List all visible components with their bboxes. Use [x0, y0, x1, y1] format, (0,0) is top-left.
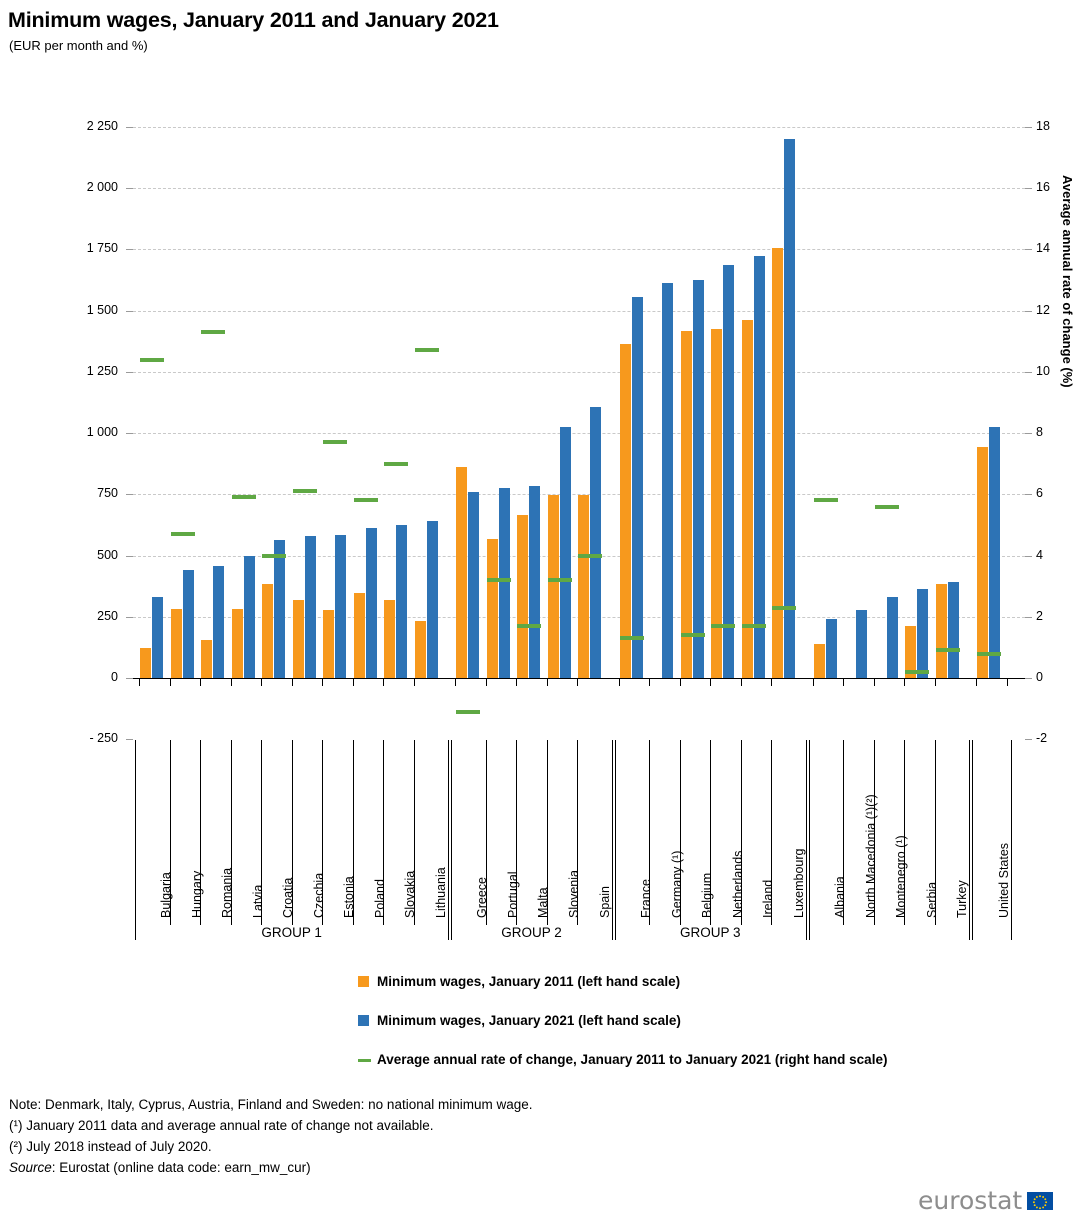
bar-2021 — [948, 582, 959, 678]
group-separator — [615, 740, 616, 940]
bar-2011 — [384, 600, 395, 678]
rate-marker — [578, 554, 602, 558]
x-axis-tickmark — [976, 678, 977, 686]
category-label: Lithuania — [433, 867, 448, 918]
x-axis-tickmark — [292, 678, 293, 686]
left-axis-tickmark — [126, 617, 133, 618]
group-label: GROUP 3 — [680, 925, 741, 940]
bar-group — [771, 127, 802, 678]
category-label: Netherlands — [730, 850, 745, 918]
bar-2011 — [323, 610, 334, 678]
right-axis-tickmark — [1025, 494, 1032, 495]
rate-marker — [711, 624, 735, 628]
right-axis-tickmark — [1025, 617, 1032, 618]
bar-2021 — [427, 521, 438, 678]
bar-2021 — [152, 597, 163, 678]
bar-2011 — [977, 447, 988, 678]
rate-marker — [487, 578, 511, 582]
bar-group — [710, 127, 741, 678]
x-axis-tickmark — [874, 678, 875, 686]
category-divider — [261, 740, 262, 925]
category-label: France — [639, 879, 654, 918]
rate-marker — [875, 505, 899, 509]
bar-2011 — [262, 584, 273, 678]
bar-group — [904, 127, 935, 678]
group-separator — [135, 740, 136, 940]
category-label: Bulgaria — [159, 872, 174, 918]
left-axis-tick-label: 1 750 — [86, 241, 118, 256]
right-axis-title: Average annual rate of change (%) — [1060, 175, 1075, 388]
x-axis-tickmark — [649, 678, 650, 686]
bar-2011 — [772, 248, 783, 679]
category-divider — [741, 740, 742, 925]
bar-2021 — [693, 280, 704, 678]
category-label: Ireland — [761, 879, 776, 918]
category-divider — [383, 740, 384, 925]
rate-marker — [384, 462, 408, 466]
category-label: Poland — [372, 879, 387, 918]
bar-2011 — [681, 331, 692, 678]
bar-2021 — [590, 407, 601, 678]
legend-swatch-orange — [358, 976, 369, 987]
bar-group — [292, 127, 323, 678]
category-label: United States — [996, 842, 1011, 918]
category-label: Latvia — [250, 884, 265, 918]
category-label: Romania — [220, 867, 235, 918]
category-divider — [200, 740, 201, 925]
right-axis-tickmark — [1025, 433, 1032, 434]
x-axis-tickmark — [741, 678, 742, 686]
group-separator — [451, 740, 452, 940]
x-axis-tickmark — [200, 678, 201, 686]
right-axis-tickmark — [1025, 372, 1032, 373]
x-axis-tickmark — [455, 678, 456, 686]
bar-2021 — [632, 297, 643, 678]
rate-marker — [742, 624, 766, 628]
category-divider — [710, 740, 711, 925]
bar-2021 — [305, 536, 316, 678]
legend-label: Minimum wages, January 2021 (left hand scale) — [377, 1013, 681, 1028]
bar-2011 — [232, 609, 243, 678]
group-separator — [972, 740, 973, 940]
bar-group — [843, 127, 874, 678]
x-axis-tickmark — [383, 678, 384, 686]
legend-swatch-blue — [358, 1015, 369, 1026]
left-axis-tick-label: 1 500 — [86, 302, 118, 317]
left-axis-tick-label: - 250 — [89, 731, 118, 746]
category-divider — [874, 740, 875, 925]
bar-group — [577, 127, 608, 678]
rate-marker — [293, 489, 317, 493]
category-divider — [231, 740, 232, 925]
rate-marker — [936, 648, 960, 652]
rate-marker — [201, 330, 225, 334]
category-divider — [414, 740, 415, 925]
left-axis-tick-label: 500 — [97, 547, 118, 562]
footnote: (¹) January 2011 data and average annual rate of change not available. — [9, 1118, 434, 1133]
bar-2021 — [784, 139, 795, 678]
rate-marker — [456, 710, 480, 714]
category-divider — [516, 740, 517, 925]
left-axis-tick-label: 1 250 — [86, 363, 118, 378]
x-axis-tickmark — [577, 678, 578, 686]
group-separator — [1011, 740, 1012, 940]
category-divider — [680, 740, 681, 925]
x-axis-tickmark — [843, 678, 844, 686]
bar-group — [741, 127, 772, 678]
category-label: Malta — [536, 887, 551, 918]
bar-group — [139, 127, 170, 678]
bar-2021 — [529, 486, 540, 678]
rate-marker — [548, 578, 572, 582]
bar-2021 — [274, 540, 285, 678]
category-divider — [170, 740, 171, 925]
left-axis-tickmark — [126, 433, 133, 434]
x-axis-tickmark — [935, 678, 936, 686]
source-line — [9, 1157, 909, 1178]
category-label: Slovenia — [567, 870, 581, 918]
bar-group — [486, 127, 517, 678]
group-label: GROUP 1 — [261, 925, 322, 940]
category-label: Germany (¹) — [669, 850, 684, 918]
category-label: Croatia — [281, 877, 296, 918]
left-axis-tick-label: 2 000 — [86, 180, 118, 195]
left-axis-tickmark — [126, 494, 133, 495]
category-divider — [577, 740, 578, 925]
category-divider — [322, 740, 323, 925]
bar-2021 — [396, 525, 407, 678]
source-label: Source — [9, 1160, 52, 1175]
category-label: Belgium — [700, 872, 715, 918]
category-divider — [486, 740, 487, 925]
left-axis-tick-label: 2 250 — [86, 119, 118, 133]
category-label: Czechia — [311, 872, 326, 918]
bar-group — [935, 127, 966, 678]
plot-area — [133, 127, 1025, 678]
category-label: Hungary — [189, 870, 204, 918]
category-label: Portugal — [505, 871, 520, 918]
category-divider — [843, 740, 844, 925]
rate-marker — [232, 495, 256, 499]
legend-label: Minimum wages, January 2011 (left hand scale) — [377, 974, 681, 989]
x-axis-tickmark — [516, 678, 517, 686]
footnote: (²) July 2018 instead of July 2020. — [9, 1139, 212, 1154]
bar-2011 — [814, 644, 825, 678]
left-axis-tickmark — [126, 311, 133, 312]
x-axis-tickmark — [771, 678, 772, 686]
rate-marker — [905, 670, 929, 674]
left-axis-tick-label: 250 — [97, 608, 118, 623]
left-axis-tickmark — [126, 249, 133, 250]
rate-marker — [262, 554, 286, 558]
rate-marker — [323, 440, 347, 444]
x-axis-tickmark — [619, 678, 620, 686]
rate-marker — [517, 624, 541, 628]
bar-group — [200, 127, 231, 678]
bar-2021 — [468, 492, 479, 678]
bar-group — [516, 127, 547, 678]
legend-item — [358, 1011, 998, 1030]
group-label: GROUP 2 — [501, 925, 562, 940]
x-axis-tickmark — [353, 678, 354, 686]
x-axis-tickmark — [1007, 678, 1008, 686]
category-label: Slovakia — [403, 870, 418, 918]
bar-2011 — [140, 648, 151, 678]
bar-2011 — [293, 600, 304, 678]
right-axis-tick-label: 8 — [1036, 425, 1043, 440]
bar-group — [976, 127, 1007, 678]
bar-2011 — [456, 467, 467, 678]
left-axis-tick-label: 750 — [97, 486, 118, 501]
group-separator — [969, 740, 970, 940]
category-label: Serbia — [924, 881, 939, 918]
category-label: Estonia — [342, 876, 357, 918]
bar-group — [649, 127, 680, 678]
right-axis-tickmark — [1025, 739, 1032, 740]
rate-marker — [171, 532, 195, 536]
x-axis-tickmark — [139, 678, 140, 686]
bar-2021 — [183, 570, 194, 678]
x-axis-tickmark — [261, 678, 262, 686]
right-axis-tickmark — [1025, 127, 1032, 128]
bar-2011 — [548, 495, 559, 678]
bar-2011 — [415, 621, 426, 678]
bar-group — [231, 127, 262, 678]
x-axis-tickmark — [680, 678, 681, 686]
right-axis-tickmark — [1025, 188, 1032, 189]
left-axis-tick-label: 1 000 — [86, 425, 118, 440]
category-divider — [353, 740, 354, 925]
category-label: Albania — [833, 876, 848, 918]
left-axis-tickmark — [126, 127, 133, 128]
rate-marker — [681, 633, 705, 637]
x-axis-tickmark — [547, 678, 548, 686]
category-divider — [292, 740, 293, 925]
right-axis-tick-label: 16 — [1036, 180, 1050, 195]
group-separator — [806, 740, 807, 940]
source-value: : Eurostat (online data code: earn_mw_cur) — [51, 1160, 311, 1175]
left-axis-tickmark — [126, 188, 133, 189]
category-label: Turkey — [955, 880, 970, 918]
bar-2011 — [201, 640, 212, 678]
right-axis-tick-label: 6 — [1036, 486, 1043, 501]
bar-2011 — [171, 609, 182, 678]
eu-flag-icon — [1027, 1192, 1053, 1210]
bar-group — [383, 127, 414, 678]
bar-group — [353, 127, 384, 678]
rate-marker — [415, 348, 439, 352]
legend-swatch-green — [358, 1059, 371, 1062]
left-axis-tickmark — [126, 678, 133, 679]
category-divider — [771, 740, 772, 925]
bar-2021 — [213, 566, 224, 678]
legend-label: Average annual rate of change, January 2011 to January 2021 (right hand scale) — [377, 1052, 888, 1067]
eurostat-wordmark: eurostat — [918, 1186, 1023, 1215]
bar-group — [547, 127, 578, 678]
category-label: North Macedonia (¹)(²) — [863, 794, 878, 918]
right-axis-tick-label: 4 — [1036, 547, 1043, 562]
rate-marker — [814, 498, 838, 502]
category-divider — [904, 740, 905, 925]
left-axis-tickmark — [126, 556, 133, 557]
group-separator — [448, 740, 449, 940]
bar-2021 — [335, 535, 346, 678]
x-axis-tickmark — [486, 678, 487, 686]
x-axis-tickmark — [904, 678, 905, 686]
right-axis-tick-label: 12 — [1036, 302, 1050, 317]
bar-2011 — [487, 539, 498, 678]
bar-group — [813, 127, 844, 678]
right-axis-tick-label: 2 — [1036, 608, 1043, 623]
bar-2021 — [887, 597, 898, 678]
right-axis-tick-label: 0 — [1036, 670, 1043, 684]
chart-legend — [358, 972, 998, 1089]
x-axis-tickmark — [813, 678, 814, 686]
bar-2011 — [936, 584, 947, 678]
x-axis-line — [133, 678, 1025, 679]
bar-group — [619, 127, 650, 678]
left-axis-tickmark — [126, 372, 133, 373]
category-divider — [547, 740, 548, 925]
x-axis-tickmark — [170, 678, 171, 686]
bar-2021 — [826, 619, 837, 678]
category-label: Spain — [597, 886, 612, 918]
x-axis-tickmark — [231, 678, 232, 686]
right-axis-tick-label: 10 — [1036, 363, 1050, 378]
footnotes — [9, 1094, 909, 1178]
category-label: Montenegro (¹) — [894, 835, 909, 918]
right-axis-tickmark — [1025, 678, 1032, 679]
x-axis-tickmark — [710, 678, 711, 686]
bar-2021 — [499, 488, 510, 678]
bar-2021 — [560, 427, 571, 678]
bar-2011 — [620, 344, 631, 678]
page-title: Minimum wages, January 2011 and January 2021 — [8, 8, 499, 32]
right-axis-tick-label: 18 — [1036, 119, 1050, 133]
right-axis-tickmark — [1025, 311, 1032, 312]
page-subtitle: (EUR per month and %) — [9, 38, 148, 53]
bar-2021 — [989, 427, 1000, 678]
category-divider — [935, 740, 936, 925]
category-label: Greece — [475, 877, 490, 918]
bar-group — [455, 127, 486, 678]
bar-2011 — [354, 593, 365, 678]
legend-item — [358, 1050, 998, 1069]
bar-2011 — [517, 515, 528, 678]
rate-marker — [354, 498, 378, 502]
right-axis-tickmark — [1025, 249, 1032, 250]
bar-2021 — [754, 256, 765, 678]
bar-group — [261, 127, 292, 678]
group-separator — [809, 740, 810, 940]
rate-marker — [772, 606, 796, 610]
bar-group — [680, 127, 711, 678]
footnote: Note: Denmark, Italy, Cyprus, Austria, Finland and Sweden: no national minimum wage. — [9, 1097, 533, 1112]
bar-group — [874, 127, 905, 678]
x-axis-tickmark — [414, 678, 415, 686]
category-divider — [649, 740, 650, 925]
bar-2021 — [856, 610, 867, 678]
rate-marker — [977, 652, 1001, 656]
bar-group — [322, 127, 353, 678]
x-axis-tickmark — [322, 678, 323, 686]
right-axis-tick-label: -2 — [1036, 731, 1048, 746]
bar-2021 — [662, 283, 673, 678]
right-axis-tickmark — [1025, 556, 1032, 557]
bar-2021 — [244, 556, 255, 678]
left-axis-tick-label: 0 — [111, 670, 118, 684]
rate-marker — [620, 636, 644, 640]
bar-2011 — [578, 495, 589, 678]
bar-2021 — [366, 528, 377, 678]
bar-2021 — [723, 265, 734, 678]
right-axis-tick-label: 14 — [1036, 241, 1050, 256]
eurostat-logo — [918, 1186, 1053, 1215]
category-label: Luxembourg — [791, 848, 806, 918]
bar-group — [414, 127, 445, 678]
rate-marker — [140, 358, 164, 362]
bar-group — [170, 127, 201, 678]
left-axis-tickmark — [126, 739, 133, 740]
legend-item — [358, 972, 998, 991]
bar-2021 — [917, 589, 928, 678]
category-label-grid — [133, 740, 1025, 940]
